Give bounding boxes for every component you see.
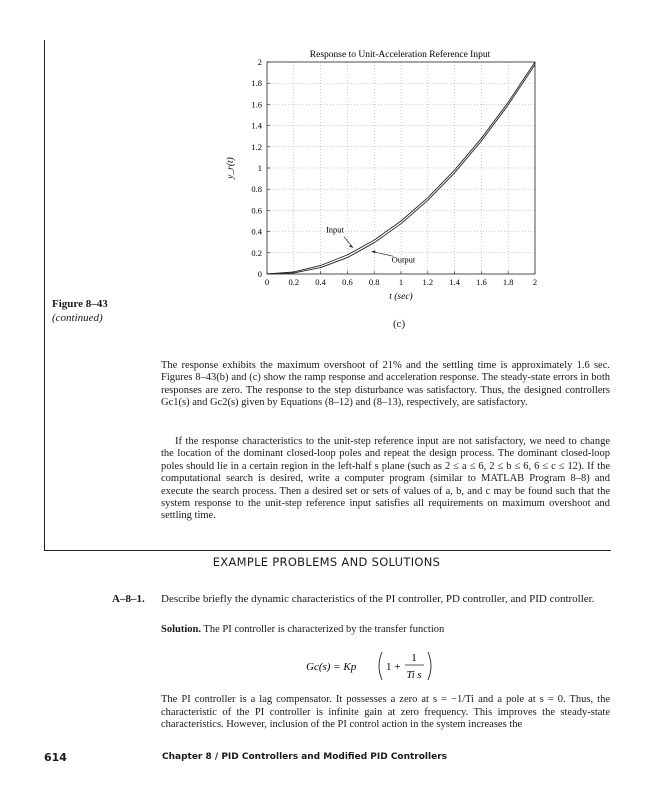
section-title: EXAMPLE PROBLEMS AND SOLUTIONS [212, 555, 441, 569]
panel-label: (c) [393, 318, 406, 330]
solution-line [161, 624, 444, 635]
x-tick-label: 1.4 [449, 277, 460, 287]
y-tick-label: 0.6 [251, 205, 262, 216]
x-tick-label: 0 [264, 277, 270, 287]
x-tick-label: 0.2 [288, 277, 300, 287]
x-tick-label: 0.4 [315, 277, 326, 287]
annotation-input: Input [325, 224, 344, 235]
figure-continued: (continued) [52, 312, 103, 324]
x-tick-label: 1 [398, 277, 404, 287]
chart-ticks [251, 57, 537, 287]
chapter-running-head: Chapter 8 / PID Controllers and Modified PID Controllers [162, 752, 448, 762]
annotation-output: Output [391, 254, 416, 265]
paragraph-1: The response exhibits the maximum overshoot of 21% and the settling time is approximately 1.6 sec. Figures 8–43(b) and (c) show the ramp response and acceleration response. The steady-state errors in both responses are zero. The response to the step disturbance was satisfactory. Thus, the designed controllers Gc1(s) and Gc2(s) given by Equations (8–12) and (8–13), respectively, are satisfactory. [161, 360, 610, 409]
problem-number: A–8–1. [112, 593, 145, 605]
y-tick-label: 2 [257, 57, 262, 67]
equation-one: 1 + [386, 661, 401, 673]
chart-title: Response to Unit-Acceleration Reference Input [309, 50, 491, 60]
y-tick-label: 0 [257, 269, 262, 279]
chart-grid [267, 62, 535, 274]
y-tick-label: 1.2 [251, 141, 262, 152]
figure-caption [52, 297, 108, 325]
x-axis-label: t (sec) [389, 292, 413, 302]
y-tick-label: 1.6 [251, 99, 262, 110]
figure-number: Figure 8–43 [52, 298, 108, 310]
x-tick-label: 0.6 [342, 277, 353, 287]
y-tick-label: 1 [257, 163, 262, 173]
y-tick-label: 0.2 [251, 247, 262, 258]
acceleration-response-chart [200, 44, 545, 306]
left-rule [44, 40, 45, 551]
right-paren [428, 652, 431, 680]
page-number: 614 [44, 751, 67, 764]
x-tick-label: 1.8 [502, 277, 514, 287]
left-paren [379, 652, 382, 680]
y-tick-label: 0.8 [251, 184, 262, 195]
y-tick-label: 0.4 [251, 226, 262, 237]
equation-numerator: 1 [411, 652, 417, 664]
paragraph-2 [161, 436, 610, 523]
equation-denominator: Ti s [406, 670, 422, 681]
annotation-input-arrowhead [349, 245, 353, 248]
paragraph-3: The PI controller is a lag compensator. It possesses a zero at s = −1/Ti and a pole at s = 0. Thus, the characteristic of the PI controller is infinite gain at zero frequency. This improves the steady-state characteristics. However, inclusion of the PI control action in the system increases the [161, 694, 610, 731]
x-tick-label: 0.8 [368, 277, 380, 287]
bottom-rule [44, 550, 611, 551]
solution-text: The PI controller is characterized by the transfer function [203, 624, 445, 635]
x-tick-label: 1.6 [476, 277, 487, 287]
y-tick-label: 1.4 [251, 120, 262, 131]
y-tick-label: 1.8 [251, 78, 262, 89]
solution-label: Solution. [161, 624, 201, 635]
y-axis-label: y_r(t) [226, 157, 236, 179]
equation-lhs: Gc(s) = Kp [306, 661, 357, 673]
paragraph-2-text: If the response characteristics to the unit-step reference input are not satisfactory, we need to change the location of the dominant closed-loop poles and repeat the design process. The dominant closed-loop poles should lie in a certain region in the left-half s plane (such as 2 ≤ a ≤ 6, 2 ≤ b ≤ 6, 6 ≤ c ≤ 12). If the computational search is desired, write a computer program (similar to MATLAB Program 8–8) and execute the search process. Then a desired set or sets of values of a, b, and c may be found such that the system response to the unit-step reference input satisfies all requirements on maximum overshoot and settling time. [161, 436, 610, 522]
pi-transfer-function [306, 646, 446, 686]
x-tick-label: 1.2 [422, 277, 434, 287]
x-tick-label: 2 [532, 277, 538, 287]
problem-question: Describe briefly the dynamic characteristics of the PI controller, PD controller, and PID controller. [161, 593, 595, 605]
